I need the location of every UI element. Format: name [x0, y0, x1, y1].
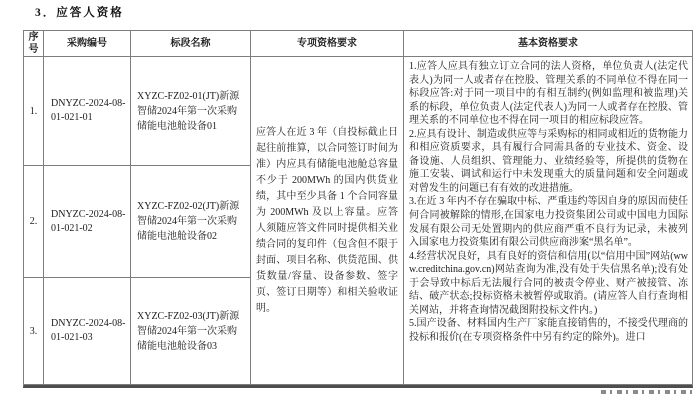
- row-2-no: 2.: [24, 166, 43, 277]
- section-title: 3．应答人资格: [35, 7, 124, 19]
- basic-requirement-item: 4.经营状况良好，具有良好的资信和信用(以“信用中国”网站(www.creditchina.gov.cn)网站查询为准,没有处于失信黑名单);没有处于会导致中标后无法履行合同的被责令停业、财产被接管、冻结、破产状态;投标资格未被暂停或取消。(请应答人自行查询相关网站，并将查询情况截图附投标文件内。): [409, 250, 688, 316]
- header-no: 序号: [24, 31, 43, 56]
- basic-requirements-cell: [404, 57, 692, 384]
- basic-requirement-item: 1.应答人应具有独立订立合同的法人资格，单位负责人(法定代表人)为同一人或者存在控股、管理关系的不同单位不得在同一标段应答:对于同一项目中的有相互制约(例如监理和被监理)关系的标段，单位负责人(法定代表人)为同一人或者存在控股、管理关系的不同单位也不得在同一项目的相应标段应答。: [409, 61, 688, 127]
- row-1-procurement-no: DNYZC-2024-08-01-021-01: [44, 57, 130, 165]
- special-requirements-cell: [251, 57, 403, 384]
- header-section-name: 标段名称: [131, 31, 250, 56]
- row-3-no: 3.: [24, 278, 43, 384]
- header-procurement-no: 采购编号: [44, 31, 130, 56]
- header-basic-requirements: 基本资格要求: [404, 31, 692, 56]
- row-2-section-name: XYZC-FZ02-02(JT)新源智储2024年第一次采购储能电池舱设备02: [131, 166, 250, 277]
- basic-requirement-item: 2.应具有设计、制造或供应等与采购标的相同或相近的货物能力和相应资质要求，具有履行合同需具备的专业技术、资金、设备设施、人员组织、管理能力、业绩经验等，所提供的货物在施工安装、调试和运行中未发现重大的质量问题和安全问题或对曾发生的问题已有有效的改进措施。: [409, 128, 688, 194]
- clipped-next-content-artifact: [601, 390, 693, 394]
- header-special-requirements: 专项资格要求: [251, 31, 403, 56]
- row-2-procurement-no: DNYZC-2024-08-01-021-02: [44, 166, 130, 277]
- basic-requirement-item: 5.国产设备、材料国内生产厂家能直接销售的，不接受代理商的投标和报价(在专项资格条件中另有约定的除外)。进口: [409, 318, 688, 343]
- basic-requirement-item: 3.在近 3 年内不存在骗取中标、严重违约等因自身的原因而使任何合同被解除的情形,在国家电力投资集团公司或中国电力国际发展有限公司无处置期内的供应商严重不良行为记录，未被列入国家电力投资集团有限公司供应商涉案“黑名单”。: [409, 196, 688, 249]
- row-3-section-name: XYZC-FZ02-03(JT)新源智储2024年第一次采购储能电池舱设备03: [131, 278, 250, 384]
- row-1-section-name: XYZC-FZ02-01(JT)新源智储2024年第一次采购储能电池舱设备01: [131, 57, 250, 165]
- row-1-no: 1.: [24, 57, 43, 165]
- row-3-procurement-no: DNYZC-2024-08-01-021-03: [44, 278, 130, 384]
- qualification-table: [23, 30, 693, 388]
- special-requirements-text: 应答人在近 3 年（自投标截止日起往前推算，以合同签订时间为准）内应具有储能电池舱总容量不少于 200MWh 的国内供货业绩，其中至少具备 1 个合同容量为 200MWh 及以上容量。应答人须随应答文件同时提供相关业绩合同的复印件（包含但不限于封面、项目名称、供货范围、供货数量/容量、设备参数、签字页、签订日期等）和相关验收证明。: [256, 126, 398, 314]
